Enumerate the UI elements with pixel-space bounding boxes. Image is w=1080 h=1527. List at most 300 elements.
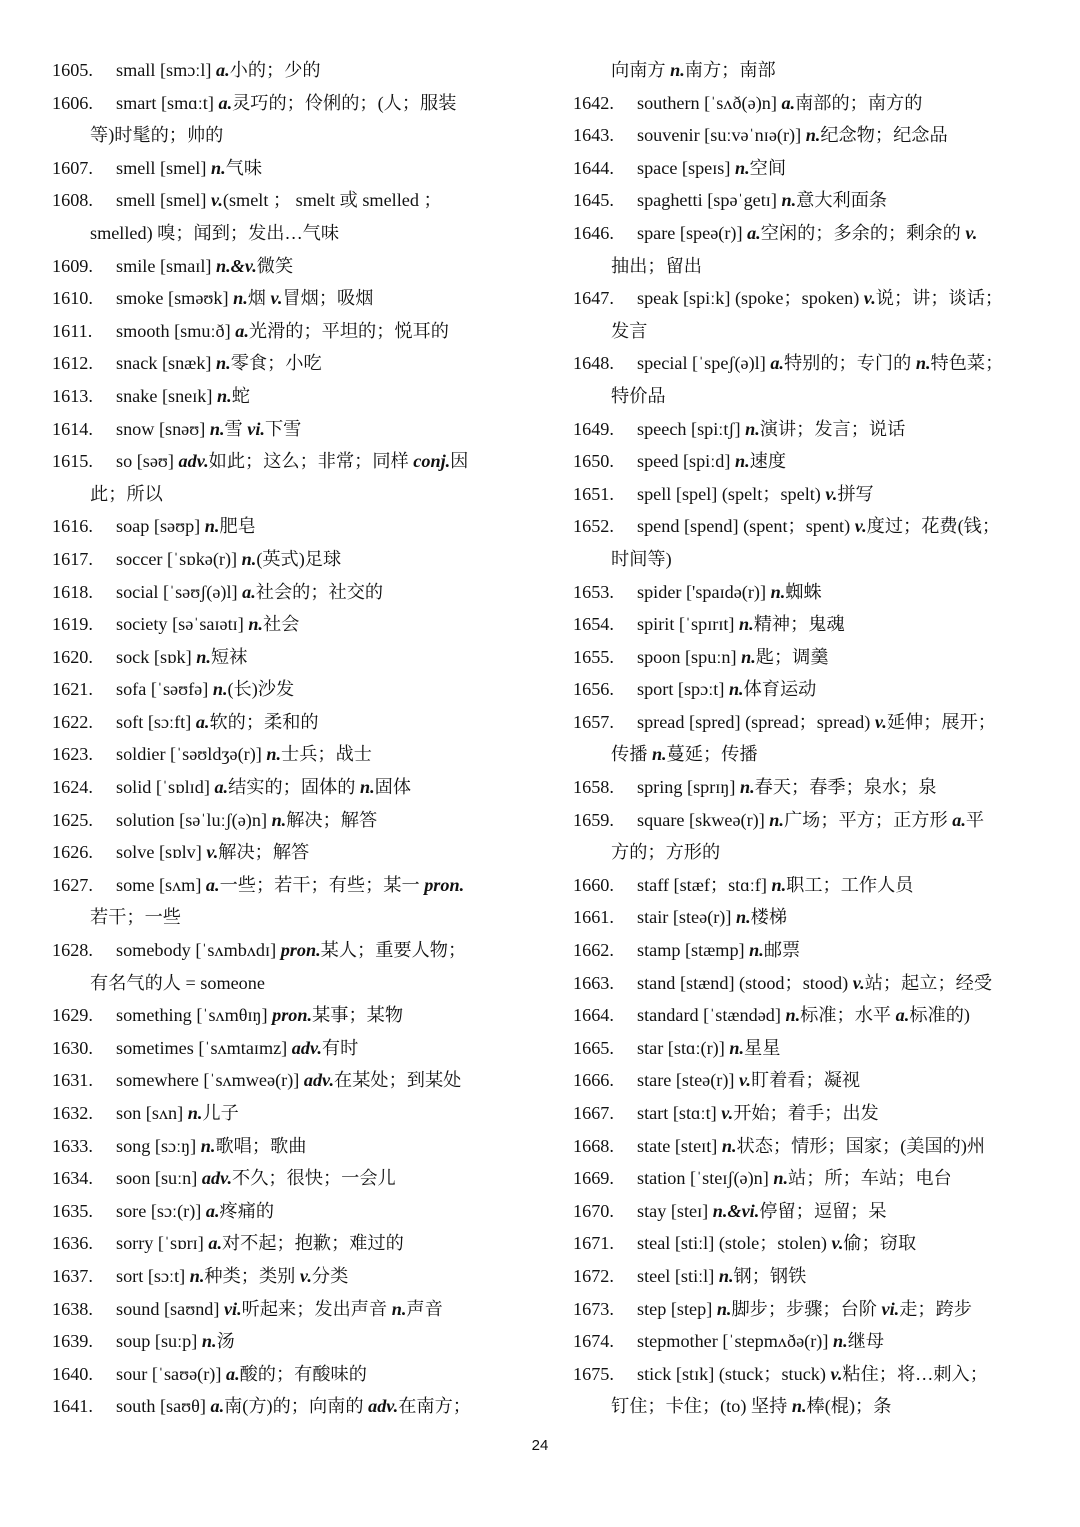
part-of-speech: a. bbox=[216, 60, 230, 80]
entry-text: staff [stæf；stɑːf] bbox=[637, 874, 772, 895]
entry-number: 1652. bbox=[573, 516, 614, 537]
entry-text: 社会 bbox=[262, 614, 300, 635]
entry-text: spoon [spuːn] bbox=[637, 646, 742, 667]
part-of-speech: v. bbox=[965, 222, 978, 243]
part-of-speech: v. bbox=[739, 1070, 751, 1091]
part-of-speech: n. bbox=[728, 679, 744, 700]
entry-text: stay [steɪ] bbox=[637, 1200, 713, 1221]
part-of-speech: n. bbox=[739, 614, 754, 635]
entry-number: 1611. bbox=[52, 320, 93, 341]
entry-number: 1640. bbox=[52, 1363, 93, 1384]
entry-text: solid [ˈsɒlɪd] bbox=[116, 777, 215, 798]
entry-continuation bbox=[573, 315, 1033, 348]
dictionary-entry bbox=[52, 673, 522, 706]
entry-number: 1636. bbox=[52, 1233, 93, 1254]
part-of-speech: n. bbox=[233, 288, 248, 309]
entry-number: 1606. bbox=[52, 92, 93, 113]
dictionary-entry bbox=[52, 1064, 522, 1097]
entry-number: 1662. bbox=[573, 940, 614, 961]
entry-text: 解决；解答 bbox=[286, 809, 378, 830]
entry-number: 1605. bbox=[52, 60, 93, 80]
entry-text: stand [stænd] (stood；stood) bbox=[637, 972, 853, 993]
entry-number: 1661. bbox=[573, 907, 614, 928]
entry-text: 不久；很快；一会儿 bbox=[232, 1168, 396, 1189]
entry-text: 在南方； bbox=[398, 1396, 471, 1417]
part-of-speech: n. bbox=[718, 1265, 734, 1286]
dictionary-entry bbox=[573, 706, 1033, 739]
entry-continuation bbox=[573, 738, 1033, 771]
entry-text: 粘住；将…刺入； bbox=[842, 1363, 988, 1384]
part-of-speech: v. bbox=[825, 483, 838, 504]
part-of-speech: n. bbox=[391, 1298, 407, 1319]
part-of-speech: n. bbox=[359, 777, 375, 798]
entry-number: 1638. bbox=[52, 1298, 93, 1319]
entry-text: stare [steə(r)] bbox=[637, 1070, 739, 1091]
entry-number: 1673. bbox=[573, 1298, 614, 1319]
entry-text: smile [smaɪl] bbox=[116, 255, 217, 276]
entry-number: 1626. bbox=[52, 842, 93, 863]
part-of-speech: n. bbox=[745, 418, 760, 439]
entry-continuation bbox=[573, 1390, 1033, 1423]
entry-text: speak [spiːk] (spoke；spoken) bbox=[637, 288, 864, 309]
entry-text: 冒烟；吸烟 bbox=[282, 288, 374, 309]
dictionary-entry bbox=[52, 836, 522, 869]
dictionary-entry bbox=[52, 608, 522, 641]
entry-text: 肥皂 bbox=[219, 516, 256, 537]
entry-text: so [səʊ] bbox=[116, 451, 179, 472]
part-of-speech: n. bbox=[651, 744, 667, 765]
entry-number: 1612. bbox=[52, 353, 93, 374]
entry-number: 1669. bbox=[573, 1168, 614, 1189]
entry-text: standard [ˈstændəd] bbox=[637, 1005, 786, 1026]
entry-text: sofa [ˈsəʊfə] bbox=[116, 679, 213, 700]
entry-number: 1618. bbox=[52, 581, 93, 602]
entry-text: 一些；若干；有些；某一 bbox=[219, 874, 425, 895]
entry-text: 分类 bbox=[311, 1265, 349, 1286]
entry-continuation bbox=[52, 901, 522, 934]
entry-continuation bbox=[573, 543, 1033, 576]
part-of-speech: a. bbox=[205, 1200, 220, 1221]
part-of-speech: a. bbox=[781, 92, 796, 113]
part-of-speech: pron. bbox=[280, 940, 321, 961]
dictionary-entry bbox=[573, 1162, 1033, 1195]
dictionary-entry bbox=[573, 119, 1033, 152]
entry-text: soon [suːn] bbox=[116, 1168, 202, 1189]
entry-text: son [sʌn] bbox=[116, 1103, 188, 1123]
part-of-speech: n. bbox=[187, 1103, 203, 1123]
entry-text: (smelt ； smelt 或 smelled ； bbox=[222, 190, 442, 211]
entry-text: square [skweə(r)] bbox=[637, 809, 770, 830]
entry-text: special [ˈspeʃ(ə)l] bbox=[637, 353, 771, 374]
dictionary-entry bbox=[52, 510, 522, 543]
dictionary-entry bbox=[52, 576, 522, 609]
entry-text: state [steɪt] bbox=[637, 1135, 722, 1156]
entry-number: 1623. bbox=[52, 744, 93, 765]
entry-text: 特色菜； bbox=[930, 353, 1004, 374]
entry-number: 1647. bbox=[573, 288, 614, 309]
entry-text: society [səˈsaɪətɪ] bbox=[116, 614, 249, 635]
entry-text: spare [speə(r)] bbox=[637, 222, 748, 243]
entry-text: 疼痛的 bbox=[219, 1200, 275, 1221]
entry-number: 1658. bbox=[573, 777, 614, 798]
entry-text: stick [stɪk] (stuck；stuck) bbox=[637, 1363, 831, 1384]
entry-number: 1631. bbox=[52, 1070, 93, 1091]
part-of-speech: n. bbox=[735, 451, 750, 472]
entry-number: 1668. bbox=[573, 1135, 614, 1156]
dictionary-entry bbox=[52, 54, 522, 87]
entry-text: 钉住；卡住；(to) 坚持 bbox=[611, 1396, 792, 1417]
entry-text: 解决；解答 bbox=[218, 842, 310, 863]
entry-continuation bbox=[573, 380, 1033, 413]
dictionary-entry bbox=[52, 1293, 522, 1326]
dictionary-entry bbox=[573, 999, 1033, 1032]
part-of-speech: n. bbox=[210, 157, 226, 178]
entry-number: 1620. bbox=[52, 646, 93, 667]
entry-text: sock [sɒk] bbox=[116, 646, 197, 667]
part-of-speech: v. bbox=[852, 972, 865, 993]
entry-text: 星星 bbox=[744, 1037, 781, 1058]
entry-text: 纪念物；纪念品 bbox=[820, 125, 948, 146]
part-of-speech: a. bbox=[747, 222, 761, 243]
dictionary-entry bbox=[52, 87, 522, 120]
entry-text: 汤 bbox=[216, 1331, 235, 1352]
dictionary-entry bbox=[573, 347, 1033, 380]
entry-text: 平 bbox=[965, 809, 985, 830]
entry-text: southern [ˈsʌð(ə)n] bbox=[637, 92, 782, 113]
entry-text: sometimes [ˈsʌmtaɪmz] bbox=[116, 1037, 292, 1058]
entry-text: some [sʌm] bbox=[116, 874, 206, 895]
entry-number: 1641. bbox=[52, 1396, 93, 1417]
dictionary-entry bbox=[573, 1293, 1033, 1326]
dictionary-entry bbox=[573, 184, 1033, 217]
dictionary-entry bbox=[52, 1097, 522, 1130]
entry-text: 某事；某物 bbox=[312, 1005, 404, 1026]
entry-continuation bbox=[573, 250, 1033, 283]
entry-text: 停留；逗留；呆 bbox=[759, 1200, 887, 1221]
dictionary-entry bbox=[52, 543, 522, 576]
entry-continuation bbox=[573, 54, 1033, 87]
entry-text: 标准的) bbox=[909, 1005, 970, 1026]
entry-text: steal [stiːl] (stole；stolen) bbox=[637, 1233, 832, 1254]
part-of-speech: v. bbox=[721, 1103, 734, 1123]
entry-text: small [smɔːl] bbox=[116, 60, 217, 80]
dictionary-entry bbox=[52, 999, 522, 1032]
part-of-speech: adv. bbox=[178, 451, 209, 472]
dictionary-entry bbox=[52, 771, 522, 804]
dictionary-entry bbox=[573, 771, 1033, 804]
entry-text: spell [spel] (spelt；spelt) bbox=[637, 483, 826, 504]
entry-number: 1622. bbox=[52, 711, 93, 732]
dictionary-entry bbox=[573, 1260, 1033, 1293]
entry-number: 1659. bbox=[573, 809, 614, 830]
left-column bbox=[52, 54, 522, 1423]
entry-number: 1665. bbox=[573, 1037, 614, 1058]
entry-number: 1613. bbox=[52, 385, 93, 406]
right-column bbox=[573, 54, 1033, 1423]
entry-continuation bbox=[52, 967, 522, 1000]
entry-text: station [ˈsteɪʃ(ə)n] bbox=[637, 1168, 774, 1189]
entry-text: 社会的；社交的 bbox=[255, 581, 384, 602]
dictionary-entry bbox=[573, 152, 1033, 185]
part-of-speech: v. bbox=[874, 711, 887, 732]
entry-text: 传播 bbox=[611, 744, 652, 765]
part-of-speech: n. bbox=[200, 1135, 216, 1156]
entry-number: 1655. bbox=[573, 646, 614, 667]
dictionary-entry bbox=[52, 1390, 522, 1423]
entry-text: somewhere [ˈsʌmweə(r)] bbox=[116, 1070, 304, 1091]
entry-text: solution [səˈluːʃ(ə)n] bbox=[116, 809, 272, 830]
dictionary-entry bbox=[52, 1227, 522, 1260]
entry-text: somebody [ˈsʌmbʌdɪ] bbox=[116, 940, 281, 961]
entry-text: 站；起立；经受 bbox=[864, 972, 993, 993]
part-of-speech: n. bbox=[781, 190, 797, 211]
dictionary-entry bbox=[573, 87, 1033, 120]
entry-number: 1639. bbox=[52, 1331, 93, 1352]
dictionary-entry bbox=[573, 869, 1033, 902]
part-of-speech: a. bbox=[895, 1005, 910, 1026]
entry-text: 拼写 bbox=[837, 483, 874, 504]
entry-text: 在某处；到某处 bbox=[334, 1070, 462, 1091]
entry-text: 光滑的；平坦的；悦耳的 bbox=[248, 320, 449, 341]
dictionary-entry bbox=[573, 804, 1033, 837]
dictionary-entry bbox=[573, 445, 1033, 478]
part-of-speech: n. bbox=[196, 646, 211, 667]
entry-text: 站；所；车站；电台 bbox=[788, 1168, 952, 1189]
entry-text: 向南方 bbox=[611, 60, 671, 80]
part-of-speech: n. bbox=[770, 581, 786, 602]
entry-text: 气味 bbox=[225, 157, 263, 178]
entry-number: 1630. bbox=[52, 1037, 93, 1058]
dictionary-entry bbox=[52, 738, 522, 771]
entry-text: 软的；柔和的 bbox=[209, 711, 319, 732]
entry-text: social [ˈsəʊʃ(ə)l] bbox=[116, 581, 243, 602]
part-of-speech: n. bbox=[791, 1396, 807, 1417]
entry-text: 儿子 bbox=[202, 1103, 239, 1123]
entry-text: star [stɑː(r)] bbox=[637, 1037, 730, 1058]
entry-text: 歌唱；歌曲 bbox=[215, 1135, 307, 1156]
entry-continuation bbox=[52, 119, 522, 152]
entry-text: sport [spɔːt] bbox=[637, 679, 729, 700]
dictionary-entry bbox=[52, 282, 522, 315]
entry-text: spider ['spaɪdə(r)] bbox=[637, 581, 771, 602]
entry-number: 1629. bbox=[52, 1005, 93, 1026]
dictionary-entry bbox=[52, 1195, 522, 1228]
entry-text: 棒(棍)；条 bbox=[806, 1396, 892, 1417]
part-of-speech: n. bbox=[216, 353, 231, 374]
entry-text: 种类；类别 bbox=[204, 1265, 300, 1286]
dictionary-entry bbox=[573, 1325, 1033, 1358]
entry-text: smell [smel] bbox=[116, 157, 211, 178]
part-of-speech: a. bbox=[214, 777, 229, 798]
dictionary-entry bbox=[573, 1097, 1033, 1130]
dictionary-entry bbox=[52, 315, 522, 348]
part-of-speech: n. bbox=[248, 614, 263, 635]
entry-text: 度过；花费(钱； bbox=[866, 516, 1001, 537]
entry-text: 南(方)的；向南的 bbox=[224, 1396, 369, 1417]
entry-text: sorry [ˈsɒrɪ] bbox=[116, 1233, 209, 1254]
part-of-speech: n. bbox=[721, 1135, 737, 1156]
entry-text: 某人；重要人物； bbox=[320, 940, 467, 961]
entry-text: 精神；鬼魂 bbox=[753, 614, 845, 635]
entry-number: 1651. bbox=[573, 483, 614, 504]
dictionary-entry bbox=[573, 282, 1033, 315]
entry-number: 1649. bbox=[573, 418, 614, 439]
entry-number: 1637. bbox=[52, 1265, 93, 1286]
entry-text: 蛇 bbox=[231, 385, 250, 406]
entry-text: 有名气的人 = someone bbox=[90, 972, 265, 993]
part-of-speech: n. bbox=[716, 1298, 732, 1319]
entry-text: 等)时髦的；帅的 bbox=[90, 125, 224, 146]
dictionary-entry bbox=[573, 1130, 1033, 1163]
dictionary-entry bbox=[573, 608, 1033, 641]
entry-number: 1624. bbox=[52, 777, 93, 798]
part-of-speech: pron. bbox=[272, 1005, 313, 1026]
entry-text: 南方；南部 bbox=[684, 60, 776, 80]
part-of-speech: a. bbox=[208, 1233, 222, 1254]
entry-number: 1660. bbox=[573, 874, 614, 895]
part-of-speech: conj. bbox=[413, 451, 451, 472]
part-of-speech: n. bbox=[201, 1331, 217, 1352]
dictionary-entry bbox=[573, 510, 1033, 543]
entry-text: sound [saʊnd] bbox=[116, 1298, 224, 1319]
entry-text: soap [səʊp] bbox=[116, 516, 205, 537]
part-of-speech: a. bbox=[242, 581, 256, 602]
part-of-speech: n. bbox=[266, 744, 282, 765]
part-of-speech: n. bbox=[271, 809, 287, 830]
part-of-speech: n.&vi. bbox=[712, 1200, 760, 1221]
entry-text: spread [spred] (spread；spread) bbox=[637, 711, 875, 732]
entry-text: 抽出；留出 bbox=[611, 255, 702, 276]
entry-number: 1663. bbox=[573, 972, 614, 993]
dictionary-entry bbox=[52, 380, 522, 413]
entry-number: 1619. bbox=[52, 614, 93, 635]
entry-text: 特别的；专门的 bbox=[783, 353, 916, 374]
part-of-speech: a. bbox=[952, 809, 966, 830]
part-of-speech: n. bbox=[915, 353, 931, 374]
entry-text: 声音 bbox=[406, 1298, 443, 1319]
dictionary-entry bbox=[52, 250, 522, 283]
entry-text: start [stɑːt] bbox=[637, 1103, 722, 1123]
entry-number: 1646. bbox=[573, 222, 614, 243]
entry-text: soldier [ˈsəʊldʒə(r)] bbox=[116, 744, 267, 765]
part-of-speech: a. bbox=[205, 874, 220, 895]
part-of-speech: n. bbox=[739, 777, 755, 798]
dictionary-entry bbox=[573, 901, 1033, 934]
dictionary-entry bbox=[573, 478, 1033, 511]
dictionary-entry bbox=[52, 413, 522, 446]
entry-number: 1633. bbox=[52, 1135, 93, 1156]
entry-number: 1608. bbox=[52, 190, 93, 211]
entry-number: 1645. bbox=[573, 190, 614, 211]
part-of-speech: v. bbox=[830, 1363, 843, 1384]
entry-text: 小的；少的 bbox=[229, 60, 321, 80]
entry-text: speed [spiːd] bbox=[637, 451, 735, 472]
part-of-speech: n. bbox=[670, 60, 685, 80]
entry-number: 1610. bbox=[52, 288, 93, 309]
entry-text: smooth [smuːð] bbox=[116, 320, 236, 341]
entry-text: 延伸；展开； bbox=[886, 711, 996, 732]
page-number: 24 bbox=[531, 1437, 549, 1454]
entry-number: 1628. bbox=[52, 940, 93, 961]
entry-number: 1643. bbox=[573, 125, 614, 146]
part-of-speech: adv. bbox=[291, 1037, 322, 1058]
part-of-speech: n. bbox=[209, 418, 225, 439]
entry-text: smelled) 嗅；闻到；发出…气味 bbox=[90, 222, 340, 243]
entry-text: 蔓延；传播 bbox=[666, 744, 758, 765]
part-of-speech: v. bbox=[854, 516, 867, 537]
entry-text: 若干；一些 bbox=[90, 907, 181, 928]
entry-number: 1614. bbox=[52, 418, 93, 439]
part-of-speech: n. bbox=[204, 516, 220, 537]
entry-text: steel [stiːl] bbox=[637, 1265, 719, 1286]
entry-number: 1656. bbox=[573, 679, 614, 700]
dictionary-entry bbox=[52, 706, 522, 739]
part-of-speech: n. bbox=[785, 1005, 801, 1026]
entry-number: 1667. bbox=[573, 1103, 614, 1123]
part-of-speech: n. bbox=[741, 646, 756, 667]
entry-number: 1671. bbox=[573, 1233, 614, 1254]
entry-number: 1632. bbox=[52, 1103, 93, 1123]
entry-text: sort [sɔːt] bbox=[116, 1265, 190, 1286]
entry-text: song [sɔːŋ] bbox=[116, 1135, 201, 1156]
entry-number: 1654. bbox=[573, 614, 614, 635]
entry-text: step [step] bbox=[637, 1298, 717, 1319]
dictionary-entry bbox=[52, 1130, 522, 1163]
entry-text: 偷；窃取 bbox=[843, 1233, 917, 1254]
part-of-speech: vi. bbox=[881, 1298, 900, 1319]
dictionary-entry bbox=[573, 1032, 1033, 1065]
entry-text: 演讲；发言；说话 bbox=[759, 418, 906, 439]
entry-text: smoke [sməʊk] bbox=[116, 288, 234, 309]
entry-number: 1616. bbox=[52, 516, 93, 537]
entry-text: 雪 bbox=[224, 418, 248, 439]
part-of-speech: adv. bbox=[201, 1168, 233, 1189]
entry-text: solve [sɒlv] bbox=[116, 842, 207, 863]
part-of-speech: n. bbox=[189, 1265, 205, 1286]
entry-text: 方的；方形的 bbox=[611, 842, 721, 863]
entry-text: (长)沙发 bbox=[227, 679, 295, 700]
part-of-speech: adv. bbox=[368, 1396, 399, 1417]
entry-text: 春天；春季；泉水；泉 bbox=[754, 777, 937, 798]
part-of-speech: n. bbox=[773, 1168, 789, 1189]
entry-number: 1644. bbox=[573, 157, 614, 178]
entry-text: 下雪 bbox=[264, 418, 302, 439]
part-of-speech: a. bbox=[195, 711, 210, 732]
entry-text: stamp [stæmp] bbox=[637, 940, 750, 961]
entry-text: 南部的；南方的 bbox=[795, 92, 923, 113]
entry-text: spring [sprɪŋ] bbox=[637, 777, 740, 798]
entry-number: 1617. bbox=[52, 548, 93, 569]
entry-text: soccer [ˈsɒkə(r)] bbox=[116, 548, 242, 569]
entry-number: 1650. bbox=[573, 451, 614, 472]
part-of-speech: n. bbox=[771, 874, 787, 895]
entry-number: 1675. bbox=[573, 1363, 614, 1384]
dictionary-entry bbox=[573, 1227, 1033, 1260]
entry-text: 有时 bbox=[321, 1037, 359, 1058]
dictionary-entry bbox=[52, 1358, 522, 1391]
dictionary-entry bbox=[573, 413, 1033, 446]
entry-number: 1615. bbox=[52, 451, 93, 472]
dictionary-entry bbox=[573, 967, 1033, 1000]
part-of-speech: n. bbox=[832, 1331, 848, 1352]
entry-text: south [saʊθ] bbox=[116, 1396, 211, 1417]
entry-text: (英式)足球 bbox=[256, 548, 342, 569]
entry-text: something [ˈsʌmθɪŋ] bbox=[116, 1005, 273, 1026]
dictionary-entry bbox=[573, 641, 1033, 674]
entry-text: stair [steə(r)] bbox=[637, 907, 736, 928]
entry-text: smell [smel] bbox=[116, 190, 211, 211]
entry-number: 1670. bbox=[573, 1200, 614, 1221]
